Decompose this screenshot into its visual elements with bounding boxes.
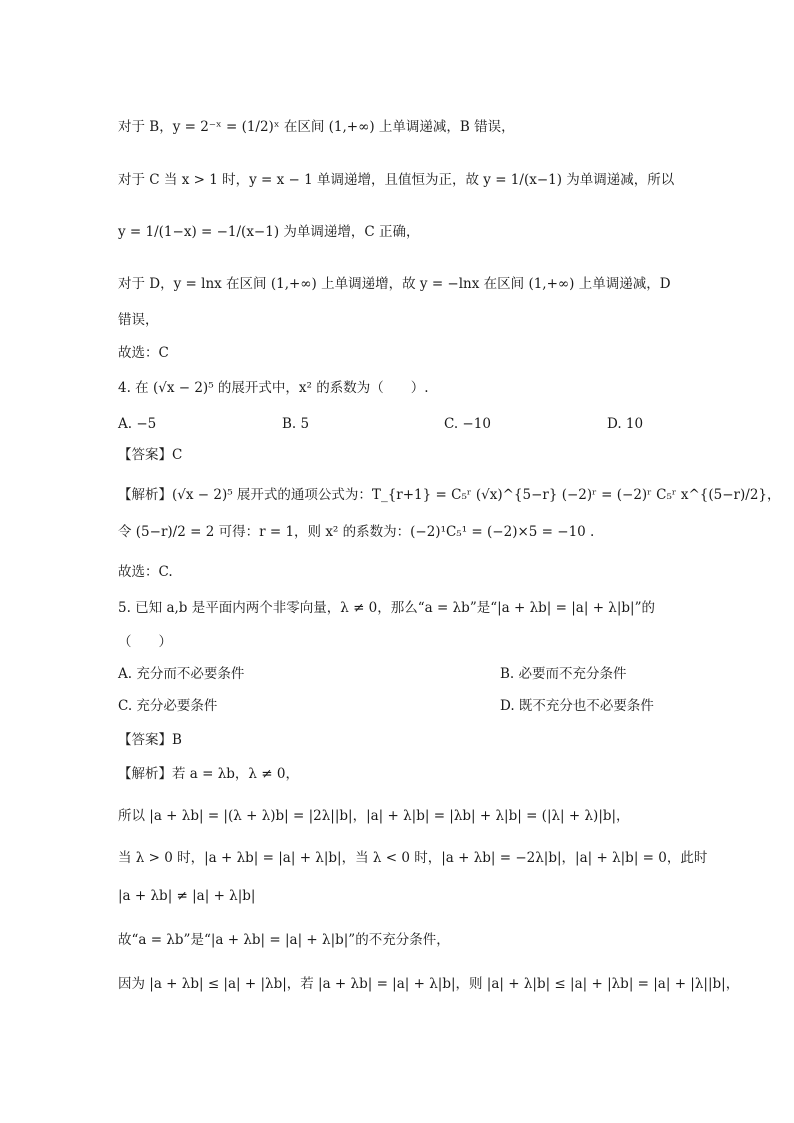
q5-analysis-3: 当 λ > 0 时，|a + λb| = |a| + λ|b|，当 λ < 0 时，|a + λb| = −2λ|b|，|a| + λ|b| = 0，此时: [118, 850, 708, 866]
q4-option-b: B. 5: [282, 416, 310, 432]
q5-option-d: D. 既不充分也不必要条件: [500, 698, 654, 714]
text-line-c2: y = 1/(1−x) = −1/(x−1) 为单调递增，C 正确，: [118, 224, 420, 240]
q4-option-d: D. 10: [607, 416, 644, 432]
q5-option-a: A. 充分而不必要条件: [118, 666, 245, 682]
q4-choose: 故选：C.: [118, 564, 173, 580]
q5-analysis-5: 故“a = λb”是“|a + λb| = |a| + λ|b|”的不充分条件，: [118, 932, 450, 948]
text-line-d2: 错误，: [118, 312, 159, 328]
q4-option-a: A. −5: [118, 416, 157, 432]
q4-analysis-1: 【解析】(√x − 2)⁵ 展开式的通项公式为：T_{r+1} = C₅ʳ (√x)^{5−r} (−2)ʳ = (−2)ʳ C₅ʳ x^{(5−r)/2}，: [118, 487, 781, 503]
q5-analysis-2: 所以 |a + λb| = |(λ + λ)b| = |2λ||b|，|a| + λ|b| = |λb| + λ|b| = (|λ| + λ)|b|，: [118, 808, 630, 824]
q5-option-c: C. 充分必要条件: [118, 698, 218, 714]
q5-analysis-6: 因为 |a + λb| ≤ |a| + |λb|，若 |a + λb| = |a| + λ|b|，则 |a| + λ|b| ≤ |a| + |λb| = |a| + |λ||b|，: [118, 976, 740, 992]
question-4: 4. 在 (√x − 2)⁵ 的展开式中，x² 的系数为（ ）.: [118, 380, 429, 396]
text-line-b: 对于 B，y = 2⁻ˣ = (1/2)ˣ 在区间 (1,+∞) 上单调递减，B 错误，: [118, 119, 515, 135]
q4-option-c: C. −10: [444, 416, 491, 432]
text-line-c1: 对于 C 当 x > 1 时，y = x − 1 单调递增，且值恒为正，故 y = 1/(x−1) 为单调递减，所以: [118, 172, 675, 188]
q5-answer: 【答案】B: [118, 732, 182, 748]
question-5: 5. 已知 a,b 是平面内两个非零向量，λ ≠ 0，那么“a = λb”是“|a + λb| = |a| + λ|b|”的: [118, 600, 655, 616]
q5-analysis-4: |a + λb| ≠ |a| + λ|b|: [118, 888, 256, 904]
text-line-choose-c: 故选：C: [118, 345, 169, 361]
q5-option-b: B. 必要而不充分条件: [500, 666, 627, 682]
question-5-blank: （ ）: [118, 634, 172, 650]
text-line-d1: 对于 D，y = lnx 在区间 (1,+∞) 上单调递增，故 y = −lnx 在区间 (1,+∞) 上单调递减，D: [118, 276, 671, 292]
q4-answer: 【答案】C: [118, 447, 183, 463]
q4-analysis-2: 令 (5−r)/2 = 2 可得：r = 1，则 x² 的系数为：(−2)¹C₅¹ = (−2)×5 = −10 .: [118, 524, 595, 540]
q5-analysis-1: 【解析】若 a = λb，λ ≠ 0，: [118, 766, 299, 782]
